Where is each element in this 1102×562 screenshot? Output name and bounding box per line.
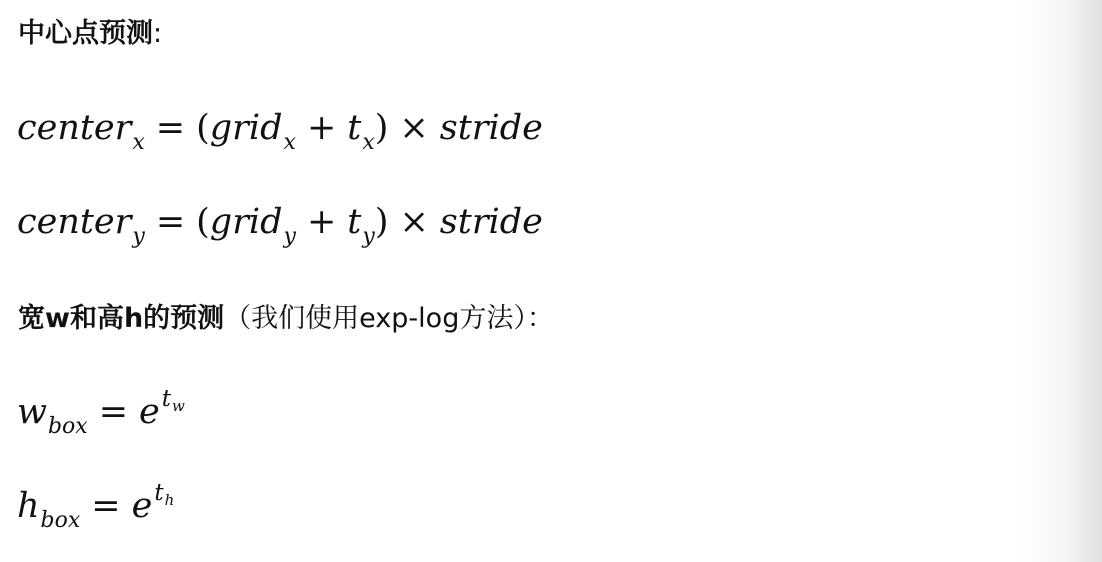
formula-center-x [17,106,543,155]
formula-center-y-t: t [347,202,362,242]
formula-center-x-lparen: ( [196,108,210,148]
formula-center-y-lhs-subscript: y [132,224,145,249]
formula-h-box-lhs: h [17,486,40,526]
formula-center-y-stride: stride [439,202,543,242]
formula-h-box-exponent: t [154,480,164,506]
formula-center-y [17,200,543,249]
formula-center-y-plus: + [306,202,337,242]
heading-center-bold-text: 中心点预测 [18,18,153,49]
formula-h-box-exponent-subscript: h [164,491,175,509]
formula-center-x-t: t [347,108,362,148]
heading-center-point-prediction [18,16,162,52]
formula-h-box [17,480,175,534]
formula-center-y-times: × [399,202,429,242]
formula-h-box-base: e [131,486,153,526]
formula-center-x-stride: stride [439,108,543,148]
formula-center-x-grid-subscript: x [283,130,296,155]
formula-center-x-times: × [399,108,429,148]
formula-w-box-equals: = [98,392,129,432]
formula-center-x-equals: = [155,108,186,148]
formula-w-box-lhs: w [17,392,47,432]
formula-w-box-base: e [139,392,160,432]
formula-center-x-lhs-subscript: x [132,130,145,155]
formula-h-box-equals: = [91,486,121,526]
formula-center-x-lhs: center [17,108,132,148]
formula-center-x-t-subscript: x [362,130,375,155]
formula-center-y-equals: = [155,202,186,242]
formula-w-box-exponent: t [161,386,172,412]
formula-center-y-lparen: ( [196,202,210,242]
formula-w-box-lhs-subscript: box [47,414,88,439]
formula-w-box [17,386,185,440]
formula-center-x-plus: + [306,108,337,148]
formula-h-box-lhs-subscript: box [40,508,81,533]
formula-center-x-grid: grid [209,108,283,148]
formula-center-y-grid: grid [209,202,283,242]
heading-size-bold-text: 宽w和高h的预测 [18,303,225,334]
heading-center-colon: : [153,18,163,49]
formula-w-box-exponent-subscript: w [172,397,185,415]
formula-center-y-lhs: center [17,202,132,242]
heading-width-height-prediction [18,301,554,337]
formula-center-y-grid-subscript: y [283,224,296,249]
heading-size-normal-text: （我们使用exp-log方法）： [224,303,554,334]
formula-center-y-t-subscript: y [362,224,375,249]
formula-center-x-rparen: ) [374,108,389,148]
formula-center-y-rparen: ) [374,202,389,242]
